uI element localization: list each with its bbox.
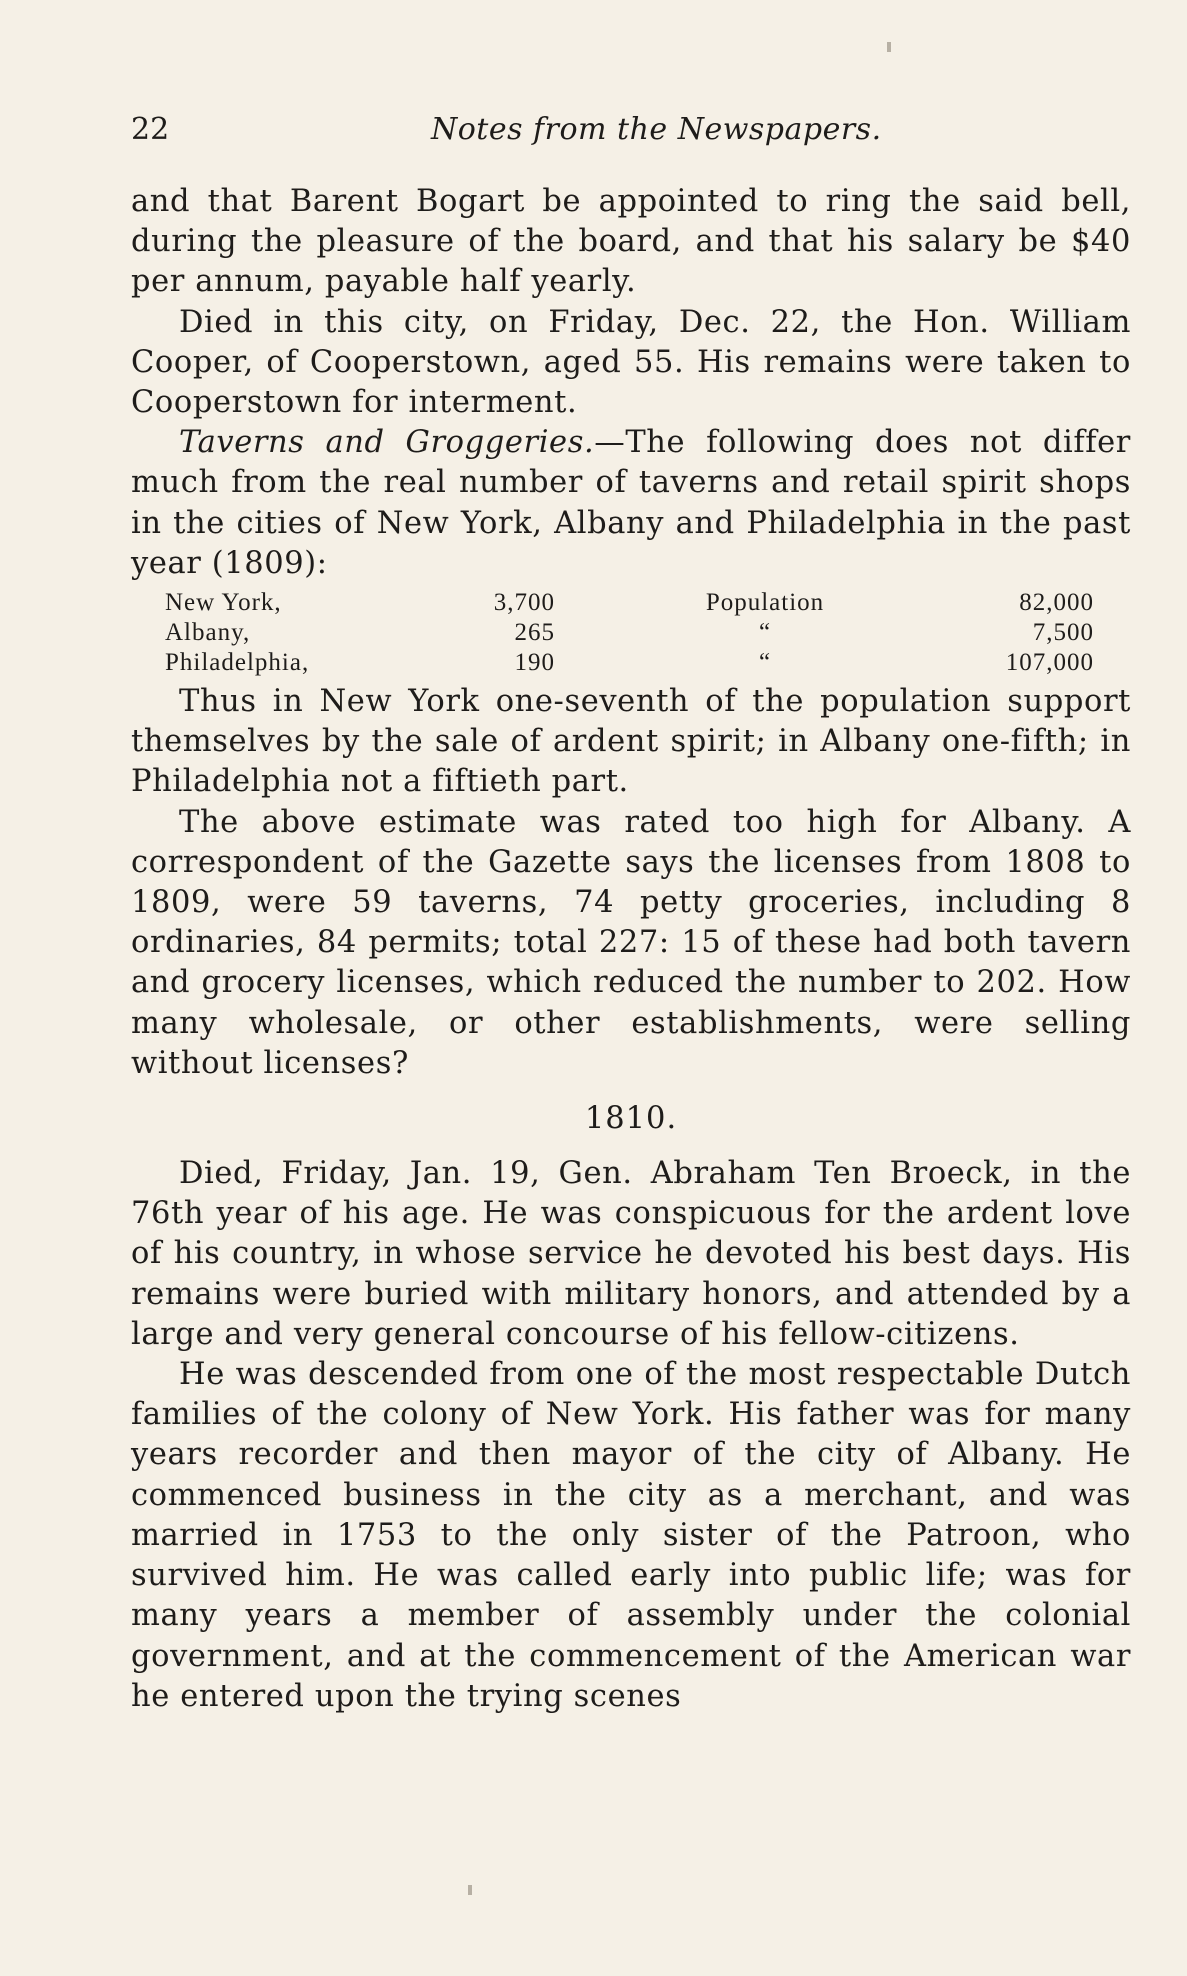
paper-speck	[887, 42, 891, 52]
city-cell: New York,	[165, 589, 282, 617]
paragraph-licenses: The above estimate was rated too high for Albany. A correspondent of the Gazette says the licenses from 1808 to 1809, were 59 taverns, 74 petty groceries, including 8 ordinaries, 84 permits; total 227: 15 of these had both tavern and grocery licenses, which reduced the number to 202. How many wholesale, or other establishments, were selling without licenses?	[131, 804, 1131, 1081]
running-title: Notes from the Newspapers.	[431, 112, 882, 147]
year-heading: 1810.	[584, 1101, 678, 1137]
paragraph-population-share: Thus in New York one-seventh of the population support themselves by the sale of ardent spirit; in Albany one-fifth; in Philadelphia not a fiftieth part.	[131, 684, 1131, 800]
running-head	[131, 112, 1131, 164]
paragraph-taverns	[131, 423, 1131, 584]
ditto-mark-cell: “	[758, 619, 772, 647]
table-row	[131, 648, 1131, 678]
table-row	[131, 618, 1131, 648]
population-cell: 107,000	[1005, 649, 1094, 677]
ditto-mark-cell: “	[758, 649, 772, 677]
paper-speck	[468, 1885, 472, 1895]
population-label-cell: Population	[705, 589, 825, 617]
taverns-text: —The following does not differ much from the real number of taverns and retail spirit shops in the cities of New York, Albany and Philadelphia in the past year (1809):	[131, 425, 1131, 581]
population-cell: 7,500	[1032, 619, 1094, 647]
population-cell: 82,000	[1019, 589, 1094, 617]
taverns-lead: Taverns and Groggeries.	[179, 425, 595, 461]
taverns-cell: 190	[514, 649, 555, 677]
paragraph-bell-ringer: and that Barent Bogart be appointed to ring the said bell, during the pleasure of the board, and that his salary be $40 per annum, payable half yearly.	[131, 184, 1131, 300]
table-row	[131, 588, 1131, 618]
book-page	[131, 112, 1131, 1717]
paragraph-cooper-death: Died in this city, on Friday, Dec. 22, the Hon. William Cooper, of Cooperstown, aged 55. His remains were taken to Cooperstown for interment.	[131, 304, 1131, 421]
taverns-table	[131, 588, 1131, 678]
taverns-cell: 265	[514, 619, 555, 647]
paragraph-ten-broeck-biography: He was descended from one of the most respectable Dutch families of the colony of New York. His father was for many years recorder and then mayor of the city of Albany. He commenced business in the city as a merchant, and was married in 1753 to the only sister of the Patroon, who survived him. He was called early into public life; was for many years a member of assembly under the colonial government, and at the commencement of the American war he entered upon the trying scenes	[131, 1357, 1131, 1714]
page-number: 22	[131, 112, 170, 147]
body-text	[131, 182, 1131, 1717]
city-cell: Philadelphia,	[165, 649, 310, 677]
city-cell: Albany,	[165, 619, 251, 647]
paragraph-ten-broeck-death: Died, Friday, Jan. 19, Gen. Abraham Ten Broeck, in the 76th year of his age. He was conspicuous for the ardent love of his country, in whose service he devoted his best days. His remains were buried with military honors, and attended by a large and very general concourse of his fellow-citizens.	[131, 1156, 1131, 1352]
taverns-cell: 3,700	[493, 589, 555, 617]
